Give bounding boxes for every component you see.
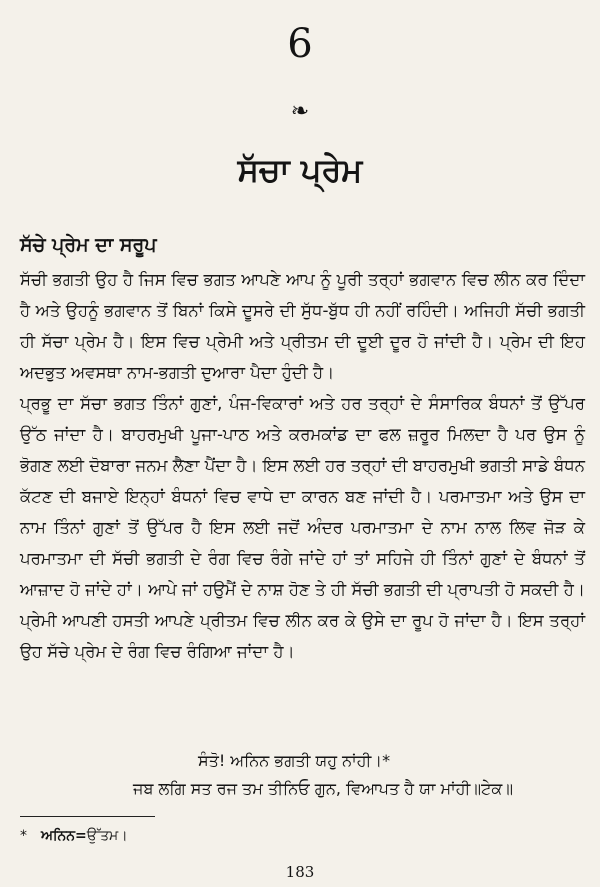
footnote-mark: * <box>20 828 27 844</box>
page-number: 183 <box>285 863 315 881</box>
verse-line-1: ਸੰਤੋ! ਅਨਿਨ ਭਗਤੀ ਯਹੁ ਨਾਂਹੀ।* <box>198 751 391 770</box>
paragraph-1: ਸੱਚੀ ਭਗਤੀ ਉਹ ਹੈ ਜਿਸ ਵਿਚ ਭਗਤ ਆਪਣੇ ਆਪ ਨੂੰ ਪੂਰੀ ਤਰ੍ਹਾਂ ਭਗਵਾਨ ਵਿਚ ਲੀਨ ਕਰ ਦਿੰਦਾ ਹੈ ਅਤੇ ਉਹਨੂੰ ਭਗਵਾਨ ਤੋਂ ਬਿਨਾਂ ਕਿਸੇ ਦੂਸਰੇ ਦੀ ਸੁੱਧ-ਬੁੱਧ ਹੀ ਨਹੀਂ ਰਹਿੰਦੀ। ਅਜਿਹੀ ਸੱਚੀ ਭਗਤੀ ਹੀ ਸੱਚਾ ਪ੍ਰੇਮ ਹੈ। ਇਸ ਵਿਚ ਪ੍ਰੇਮੀ ਅਤੇ ਪ੍ਰੀਤਮ ਦੀ ਦੂਈ ਦੂਰ ਹੋ ਜਾਂਦੀ ਹੈ। ਪ੍ਰੇਮ ਦੀ ਇਹ ਅਦਭੁਤ ਅਵਸਥਾ ਨਾਮ-ਭਗਤੀ ਦੁਆਰਾ ਪੈਦਾ ਹੁੰਦੀ ਹੈ। <box>20 270 585 382</box>
footnote-term: ਅਨਿਨ= <box>41 828 87 844</box>
footnote <box>20 826 128 846</box>
section-heading: ਸੱਚੇ ਪ੍ਰੇਮ ਦਾ ਸਰੂਪ <box>20 234 157 256</box>
chapter-number: 6 <box>287 21 313 67</box>
chapter-title: ਸੱਚਾ ਪ੍ਰੇਮ <box>237 151 363 189</box>
footnote-definition: ਉੱਤਮ। <box>86 828 128 844</box>
paragraph-2: ਪ੍ਰਭੂ ਦਾ ਸੱਚਾ ਭਗਤ ਤਿੰਨਾਂ ਗੁਣਾਂ, ਪੰਜ-ਵਿਕਾਰਾਂ ਅਤੇ ਹਰ ਤਰ੍ਹਾਂ ਦੇ ਸੰਸਾਰਿਕ ਬੰਧਨਾਂ ਤੋਂ ਉੱਪਰ ਉੱਠ ਜਾਂਦਾ ਹੈ। ਬਾਹਰਮੁਖੀ ਪੂਜਾ-ਪਾਠ ਅਤੇ ਕਰਮਕਾਂਡ ਦਾ ਫਲ ਜ਼ਰੂਰ ਮਿਲਦਾ ਹੈ ਪਰ ਉਸ ਨੂੰ ਭੋਗਣ ਲਈ ਦੋਬਾਰਾ ਜਨਮ ਲੈਣਾ ਪੈਂਦਾ ਹੈ। ਇਸ ਲਈ ਹਰ ਤਰ੍ਹਾਂ ਦੀ ਬਾਹਰਮੁਖੀ ਭਗਤੀ ਸਾਡੇ ਬੰਧਨ ਕੱਟਣ ਦੀ ਬਜਾਏ ਇਨ੍ਹਾਂ ਬੰਧਨਾਂ ਵਿਚ ਵਾਧੇ ਦਾ ਕਾਰਨ ਬਣ ਜਾਂਦੀ ਹੈ। ਪਰਮਾਤਮਾ ਅਤੇ ਉਸ ਦਾ ਨਾਮ ਤਿੰਨਾਂ ਗੁਣਾਂ ਤੋਂ ਉੱਪਰ ਹੈ ਇਸ ਲਈ ਜਦੋਂ ਅੰਦਰ ਪਰਮਾਤਮਾ ਦੇ ਨਾਮ ਨਾਲ ਲਿਵ ਜੋੜ ਕੇ ਪਰਮਾਤਮਾ ਦੀ ਸੱਚੀ ਭਗਤੀ ਦੇ ਰੰਗ ਵਿਚ ਰੰਗੇ ਜਾਂਦੇ ਹਾਂ ਤਾਂ ਸਹਿਜੇ ਹੀ ਤਿੰਨਾਂ ਗੁਣਾਂ ਦੇ ਬੰਧਨਾਂ ਤੋਂ ਆਜ਼ਾਦ ਹੋ ਜਾਂਦੇ ਹਾਂ। ਆਪੇ ਜਾਂ ਹਉਮੈਂ ਦੇ ਨਾਸ਼ ਹੋਣ ਤੇ ਹੀ ਸੱਚੀ ਭਗਤੀ ਦੀ ਪ੍ਰਾਪਤੀ ਹੋ ਸਕਦੀ ਹੈ। ਪ੍ਰੇਮੀ ਆਪਣੀ ਹਸਤੀ ਆਪਣੇ ਪ੍ਰੀਤਮ ਵਿਚ ਲੀਨ ਕਰ ਕੇ ਉਸੇ ਦਾ ਰੂਪ ਹੋ ਜਾਂਦਾ ਹੈ। ਇਸ ਤਰ੍ਹਾਂ ਉਹ ਸੱਚੇ ਪ੍ਰੇਮ ਦੇ ਰੰਗ ਵਿਚ ਰੰਗਿਆ ਜਾਂਦਾ ਹੈ। <box>20 394 585 661</box>
verse-line-2: ਜਬ ਲਗਿ ਸਤ ਰਜ ਤਮ ਤੀਨਿਓ ਗੁਨ, ਵਿਆਪਤ ਹੈ ਯਾ ਮਾਂਹੀ॥ਟੇਕ॥ <box>133 779 514 798</box>
ornament-icon: ❧ <box>290 99 310 124</box>
body-text <box>20 264 585 667</box>
footnote-divider <box>20 816 155 817</box>
